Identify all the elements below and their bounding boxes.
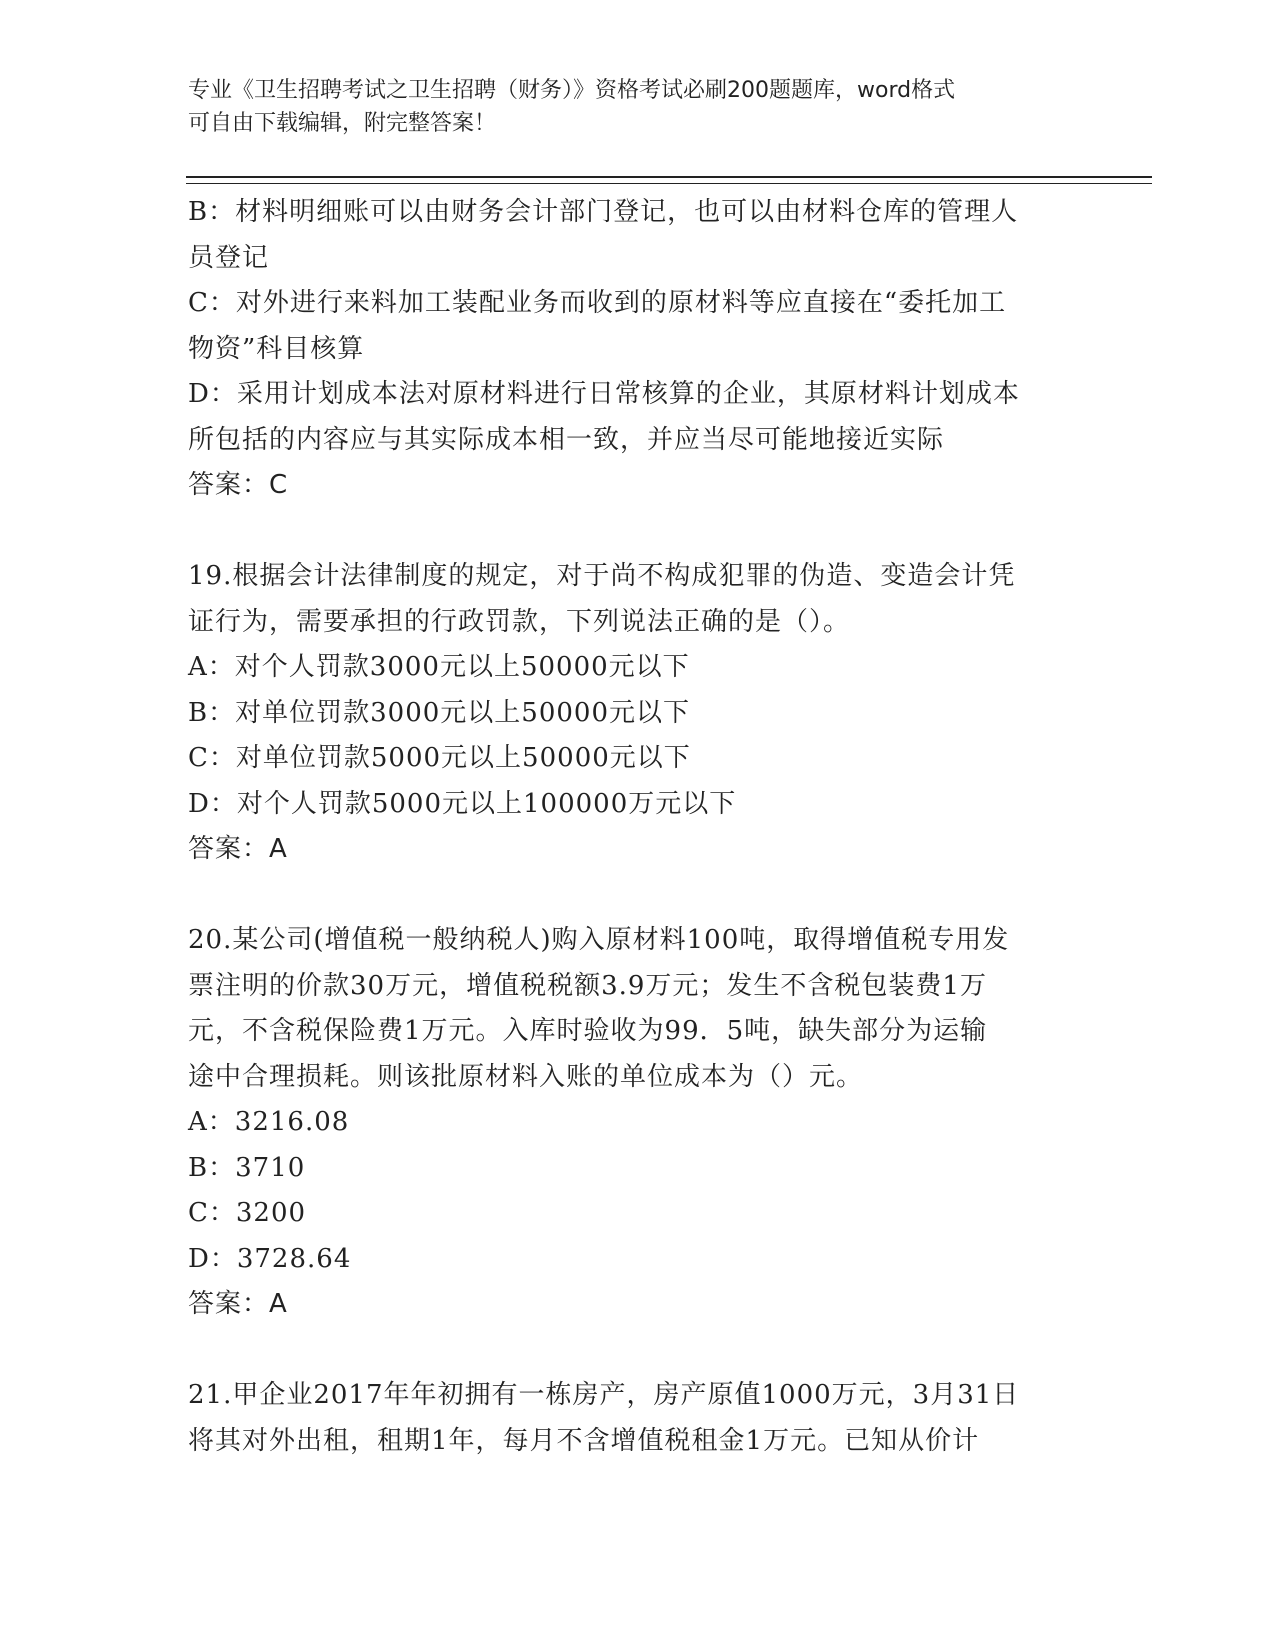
question-20	[188, 918, 1088, 1328]
q20-option-c: C：3200	[188, 1198, 307, 1228]
spacer	[188, 873, 1088, 919]
q18-option-c-line-2: 物资”科目核算	[188, 333, 365, 364]
document-body	[188, 190, 1088, 1464]
q20-option-b: B：3710	[188, 1152, 306, 1183]
q21-stem-line-1: 21.甲企业2017年年初拥有一栋房产，房产原值1000万元，3月31日	[188, 1380, 1020, 1410]
header-divider-thick	[186, 176, 1152, 178]
q19-option-d: D：对个人罚款5000元以上100000万元以下	[188, 788, 737, 819]
q18-option-d-line-2: 所包括的内容应与其实际成本相一致，并应当尽可能地接近实际	[188, 424, 945, 455]
q20-option-d: D：3728.64	[188, 1243, 352, 1274]
q18-option-c-line-1: C：对外进行来料加工装配业务而收到的原材料等应直接在“委托加工	[188, 288, 1007, 318]
header-divider-thin	[186, 183, 1152, 184]
spacer	[188, 1328, 1088, 1374]
q19-option-c: C：对单位罚款5000元以上50000元以下	[188, 743, 691, 773]
spacer	[188, 509, 1088, 555]
q18-option-d-line-1: D：采用计划成本法对原材料进行日常核算的企业，其原材料计划成本	[188, 379, 1020, 409]
header-line-2: 可自由下载编辑，附完整答案！	[188, 111, 497, 136]
q18-option-b-line-1: B：材料明细账可以由财务会计部门登记，也可以由材料仓库的管理人	[188, 197, 1019, 227]
document-header	[188, 74, 1068, 140]
q20-stem-line-3: 元，不含税保险费1万元。入库时验收为99．5吨，缺失部分为运输	[188, 1016, 988, 1046]
q20-answer: 答案：A	[188, 1289, 288, 1319]
q20-option-a: A：3216.08	[188, 1107, 350, 1137]
q19-answer: 答案：A	[188, 834, 288, 864]
q19-stem-line-1: 19.根据会计法律制度的规定，对于尚不构成犯罪的伪造、变造会计凭	[188, 561, 1016, 591]
q18-answer: 答案：C	[188, 470, 289, 500]
q19-option-a: A：对个人罚款3000元以上50000元以下	[188, 652, 690, 682]
header-line-1: 专业《卫生招聘考试之卫生招聘（财务）》资格考试必刷200题题库，word格式	[188, 78, 956, 103]
q21-stem-line-2: 将其对外出租，租期1年，每月不含增值税租金1万元。已知从价计	[188, 1425, 980, 1456]
question-19	[188, 554, 1088, 873]
q20-stem-line-1: 20.某公司(增值税一般纳税人)购入原材料100吨，取得增值税专用发	[188, 925, 1010, 955]
q18-option-b-line-2: 员登记	[188, 242, 270, 273]
q19-stem-line-2: 证行为，需要承担的行政罚款，下列说法正确的是（）。	[188, 606, 851, 637]
q20-stem-line-2: 票注明的价款30万元，增值税税额3.9万元；发生不含税包装费1万	[188, 970, 987, 1001]
question-21	[188, 1373, 1088, 1464]
question-18	[188, 190, 1088, 509]
q19-option-b: B：对单位罚款3000元以上50000元以下	[188, 697, 690, 728]
q20-stem-line-4: 途中合理损耗。则该批原材料入账的单位成本为（）元。	[188, 1061, 864, 1092]
